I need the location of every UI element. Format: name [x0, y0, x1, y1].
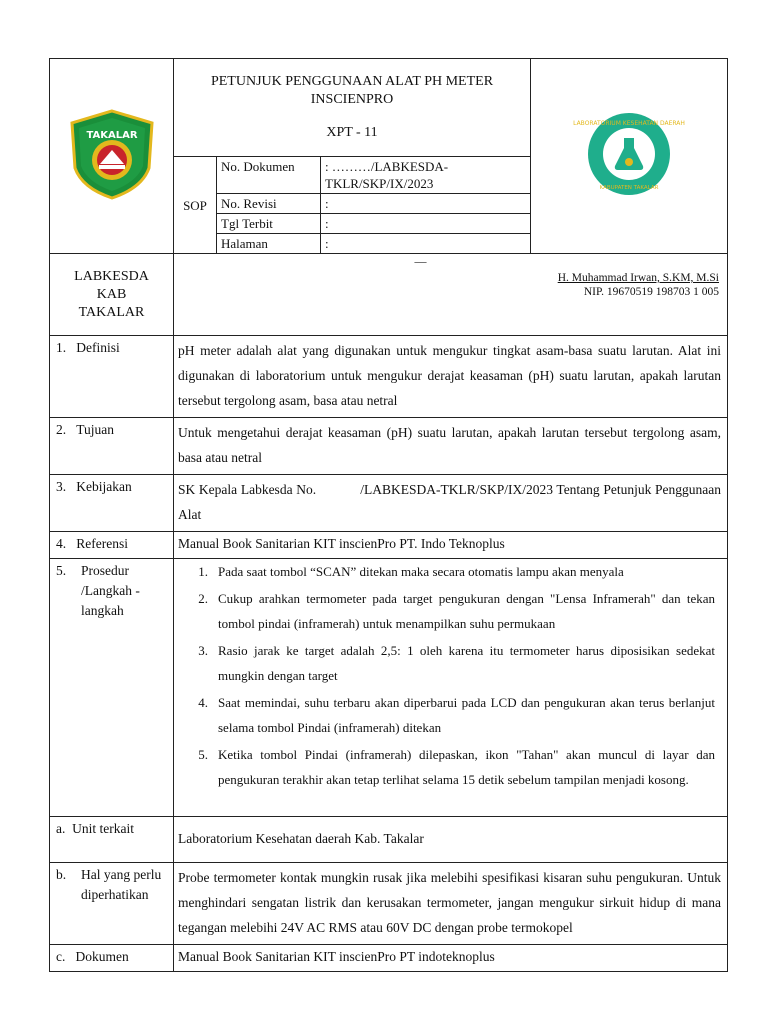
step-list — [178, 559, 721, 792]
org-line: KAB — [96, 287, 127, 302]
signature-cell — [174, 254, 728, 336]
title-line-2: INSCIENPRO — [310, 92, 394, 107]
meta-label: No. Revisi — [217, 194, 321, 214]
right-logo-cell — [531, 59, 728, 254]
signer-name: H. Muhammad Irwan, S.KM, M.Si — [557, 272, 720, 284]
row-label-kebijakan: 3. Kebijakan — [50, 475, 174, 532]
row-label-definisi: 1. Definisi — [50, 336, 174, 418]
meta-label: Tgl Terbit — [217, 214, 321, 234]
tujuan-text: Untuk mengetahui derajat keasaman (pH) suatu larutan, apakah larutan tersebut tergolong asam, basa atau netral — [174, 418, 728, 475]
right-logo-text-top: LABORATORIUM KESEHATAN DAERAH — [573, 120, 685, 127]
sop-document — [49, 58, 727, 972]
left-logo-text: TAKALAR — [85, 130, 138, 141]
step-item: 2. Cukup arahkan termometer pada target pengukuran dengan "Lensa Inframerah" dan tekan tombol pindai (inframerah) untuk menampilkan suhu permukaan — [198, 591, 716, 631]
signer-nip: NIP. 19670519 198703 1 005 — [583, 286, 720, 298]
meta-label: No. Dokumen — [217, 157, 321, 194]
meta-label: Halaman — [217, 234, 321, 254]
right-logo-text-bottom: KABUPATEN TAKALAR — [599, 185, 659, 191]
row-label-hal: b. Hal yang perlu diperhatikan — [50, 863, 174, 945]
left-logo-cell — [50, 59, 174, 254]
prosedur-steps — [174, 559, 728, 817]
definisi-text: pH meter adalah alat yang digunakan untuk mengukur tingkat asam-basa suatu larutan. Alat ini digunakan di laboratorium untuk mengukur derajat keasaman (pH) suatu larutan, apakah larutan tersebut tergolong asam, basa atau netral — [174, 336, 728, 418]
labkesda-logo-icon — [573, 112, 685, 196]
step-item: 1. Pada saat tombol “SCAN” ditekan maka secara otomatis lampu akan menyala — [198, 564, 624, 579]
signature-dash: — — [414, 254, 427, 268]
meta-value: : ………/LABKESDA-TKLR/SKP/IX/2023 — [321, 157, 531, 194]
meta-value: : — [321, 194, 531, 214]
org-line: TAKALAR — [78, 305, 145, 320]
takalar-emblem-icon — [67, 108, 157, 200]
document-title — [174, 59, 531, 157]
org-line: LABKESDA — [74, 269, 149, 284]
kebijakan-text: SK Kepala Labkesda No. /LABKESDA-TKLR/SKP/IX/2023 Tentang Petunjuk Penggunaan Alat — [174, 475, 728, 532]
hal-text: Probe termometer kontak mungkin rusak jika melebihi spesifikasi kisaran suhu pengukuran. Untuk menghindari sengatan listrik dan kerusakan termometer, jangan mengukur sirkuit hidup di mana tegangan melebihi 24V AC RMS atau 60V DC dengan probe termokopel — [174, 863, 728, 945]
step-item: 5. Ketika tombol Pindai (inframerah) dilepaskan, ikon "Tahan" akan muncul di layar dan pengukuran terakhir akan tetap terlihat selama 15 detik sebelum tampilan menjadi kosong. — [198, 747, 716, 787]
step-item: 4. Saat memindai, suhu terbaru akan diperbarui pada LCD dan pengukuran akan terus berlanjut selama tombol Pindai (inframerah) ditekan — [198, 695, 716, 735]
title-line-1: PETUNJUK PENGGUNAAN ALAT PH METER — [210, 74, 494, 89]
unit-text: Laboratorium Kesehatan daerah Kab. Takalar — [174, 817, 728, 863]
row-label-tujuan: 2. Tujuan — [50, 418, 174, 475]
step-item: 3. Rasio jarak ke target adalah 2,5: 1 oleh karena itu termometer harus diposisikan sedekat mungkin dengan target — [198, 643, 716, 683]
document-code: XPT - 11 — [326, 125, 378, 140]
meta-value: : — [321, 234, 531, 254]
sop-table — [49, 58, 728, 972]
referensi-text: Manual Book Sanitarian KIT inscienPro PT. Indo Teknoplus — [174, 532, 728, 559]
row-label-unit: a. Unit terkait — [50, 817, 174, 863]
row-label-referensi: 4. Referensi — [50, 532, 174, 559]
row-label-prosedur: 5. Prosedur /Langkah - langkah — [50, 559, 174, 817]
org-name — [50, 254, 174, 336]
row-label-dokumen: c. Dokumen — [50, 945, 174, 972]
sop-label: SOP — [174, 157, 217, 254]
dokumen-text: Manual Book Sanitarian KIT inscienPro PT indoteknoplus — [174, 945, 728, 972]
meta-value: : — [321, 214, 531, 234]
